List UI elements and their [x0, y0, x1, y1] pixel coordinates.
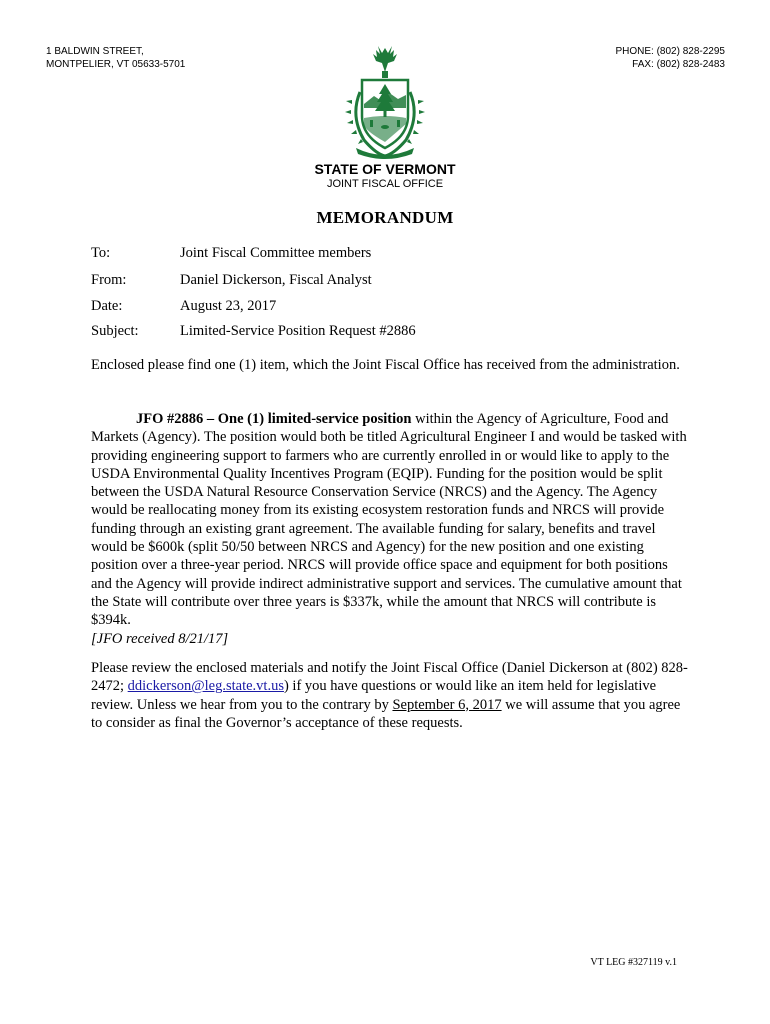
deadline-date: September 6, 2017: [392, 696, 502, 713]
subject-value: Limited-Service Position Request #2886: [180, 323, 416, 339]
office-name: JOINT FISCAL OFFICE: [326, 178, 444, 190]
closing-text-3: we will assume that you agree to consider as final the Governor’s acceptance of these requests.: [91, 696, 681, 731]
date-label: Date:: [91, 298, 123, 314]
intro-paragraph: Enclosed please find one (1) item, which the Joint Fiscal Office has received from the administration.: [91, 357, 680, 373]
office-address: [46, 45, 185, 71]
memo-title-text: MEMORANDUM: [316, 208, 454, 227]
email-link[interactable]: ddickerson@leg.state.vt.us: [127, 678, 284, 695]
phone-number: PHONE: (802) 828-2295: [615, 46, 725, 57]
address-line-2: MONTPELIER, VT 05633-5701: [46, 59, 186, 70]
closing-text-1: Please review the enclosed materials and notify the Joint Fiscal Office (Daniel Dickerson at (802) 828-2472;: [91, 660, 688, 695]
closing-text-2: ) if you have questions or would like an item held for legislative review. Unless we hear from you to the contrary by: [91, 678, 657, 713]
item-received-date: [JFO received 8/21/17]: [91, 630, 229, 647]
date-value: August 23, 2017: [180, 298, 277, 314]
vermont-seal-icon: [342, 44, 428, 160]
from-label: From:: [91, 272, 127, 288]
subject-label: Subject:: [91, 323, 139, 339]
memo-title: [0, 208, 770, 228]
fax-number: FAX: (802) 828-2483: [632, 59, 725, 70]
item-heading: JFO #2886 – One (1) limited-service position: [136, 411, 412, 427]
from-value: Daniel Dickerson, Fiscal Analyst: [180, 272, 372, 288]
item-paragraph: [91, 410, 691, 648]
closing-paragraph: [91, 659, 691, 732]
to-label: To:: [91, 245, 111, 261]
to-value: Joint Fiscal Committee members: [180, 245, 372, 261]
state-name: STATE OF VERMONT: [314, 161, 456, 177]
item-description: within the Agency of Agriculture, Food and Markets (Agency). The position would both be titled Agricultural Engineer I and would be tasked with providing engineering support to farmers who are currently enrolled in or would like to apply to the USDA Environmental Quality Incentives Program (EQIP). Funding for the position would be split between the USDA Natural Resource Conservation Service (NRCS) and the Agency. The Agency would be reallocating money from its existing ecosystem restoration funds and NRCS will provide funding through an existing grant agreement. The available funding for salary, benefits and travel would be $600k (split 50/50 between NRCS and Agency) for the new position and one existing position over a three-year period. NRCS will provide office space and equipment for both positions and the Agency will provide indirect administrative support and services. The cumulative amount that the State will contribute over three years is $337k, while the amount that NRCS will contribute is $394k.: [91, 411, 687, 629]
document-id: VT LEG #327119 v.1: [590, 957, 677, 968]
address-line-1: 1 BALDWIN STREET,: [46, 46, 144, 57]
office-contact: [615, 45, 725, 71]
